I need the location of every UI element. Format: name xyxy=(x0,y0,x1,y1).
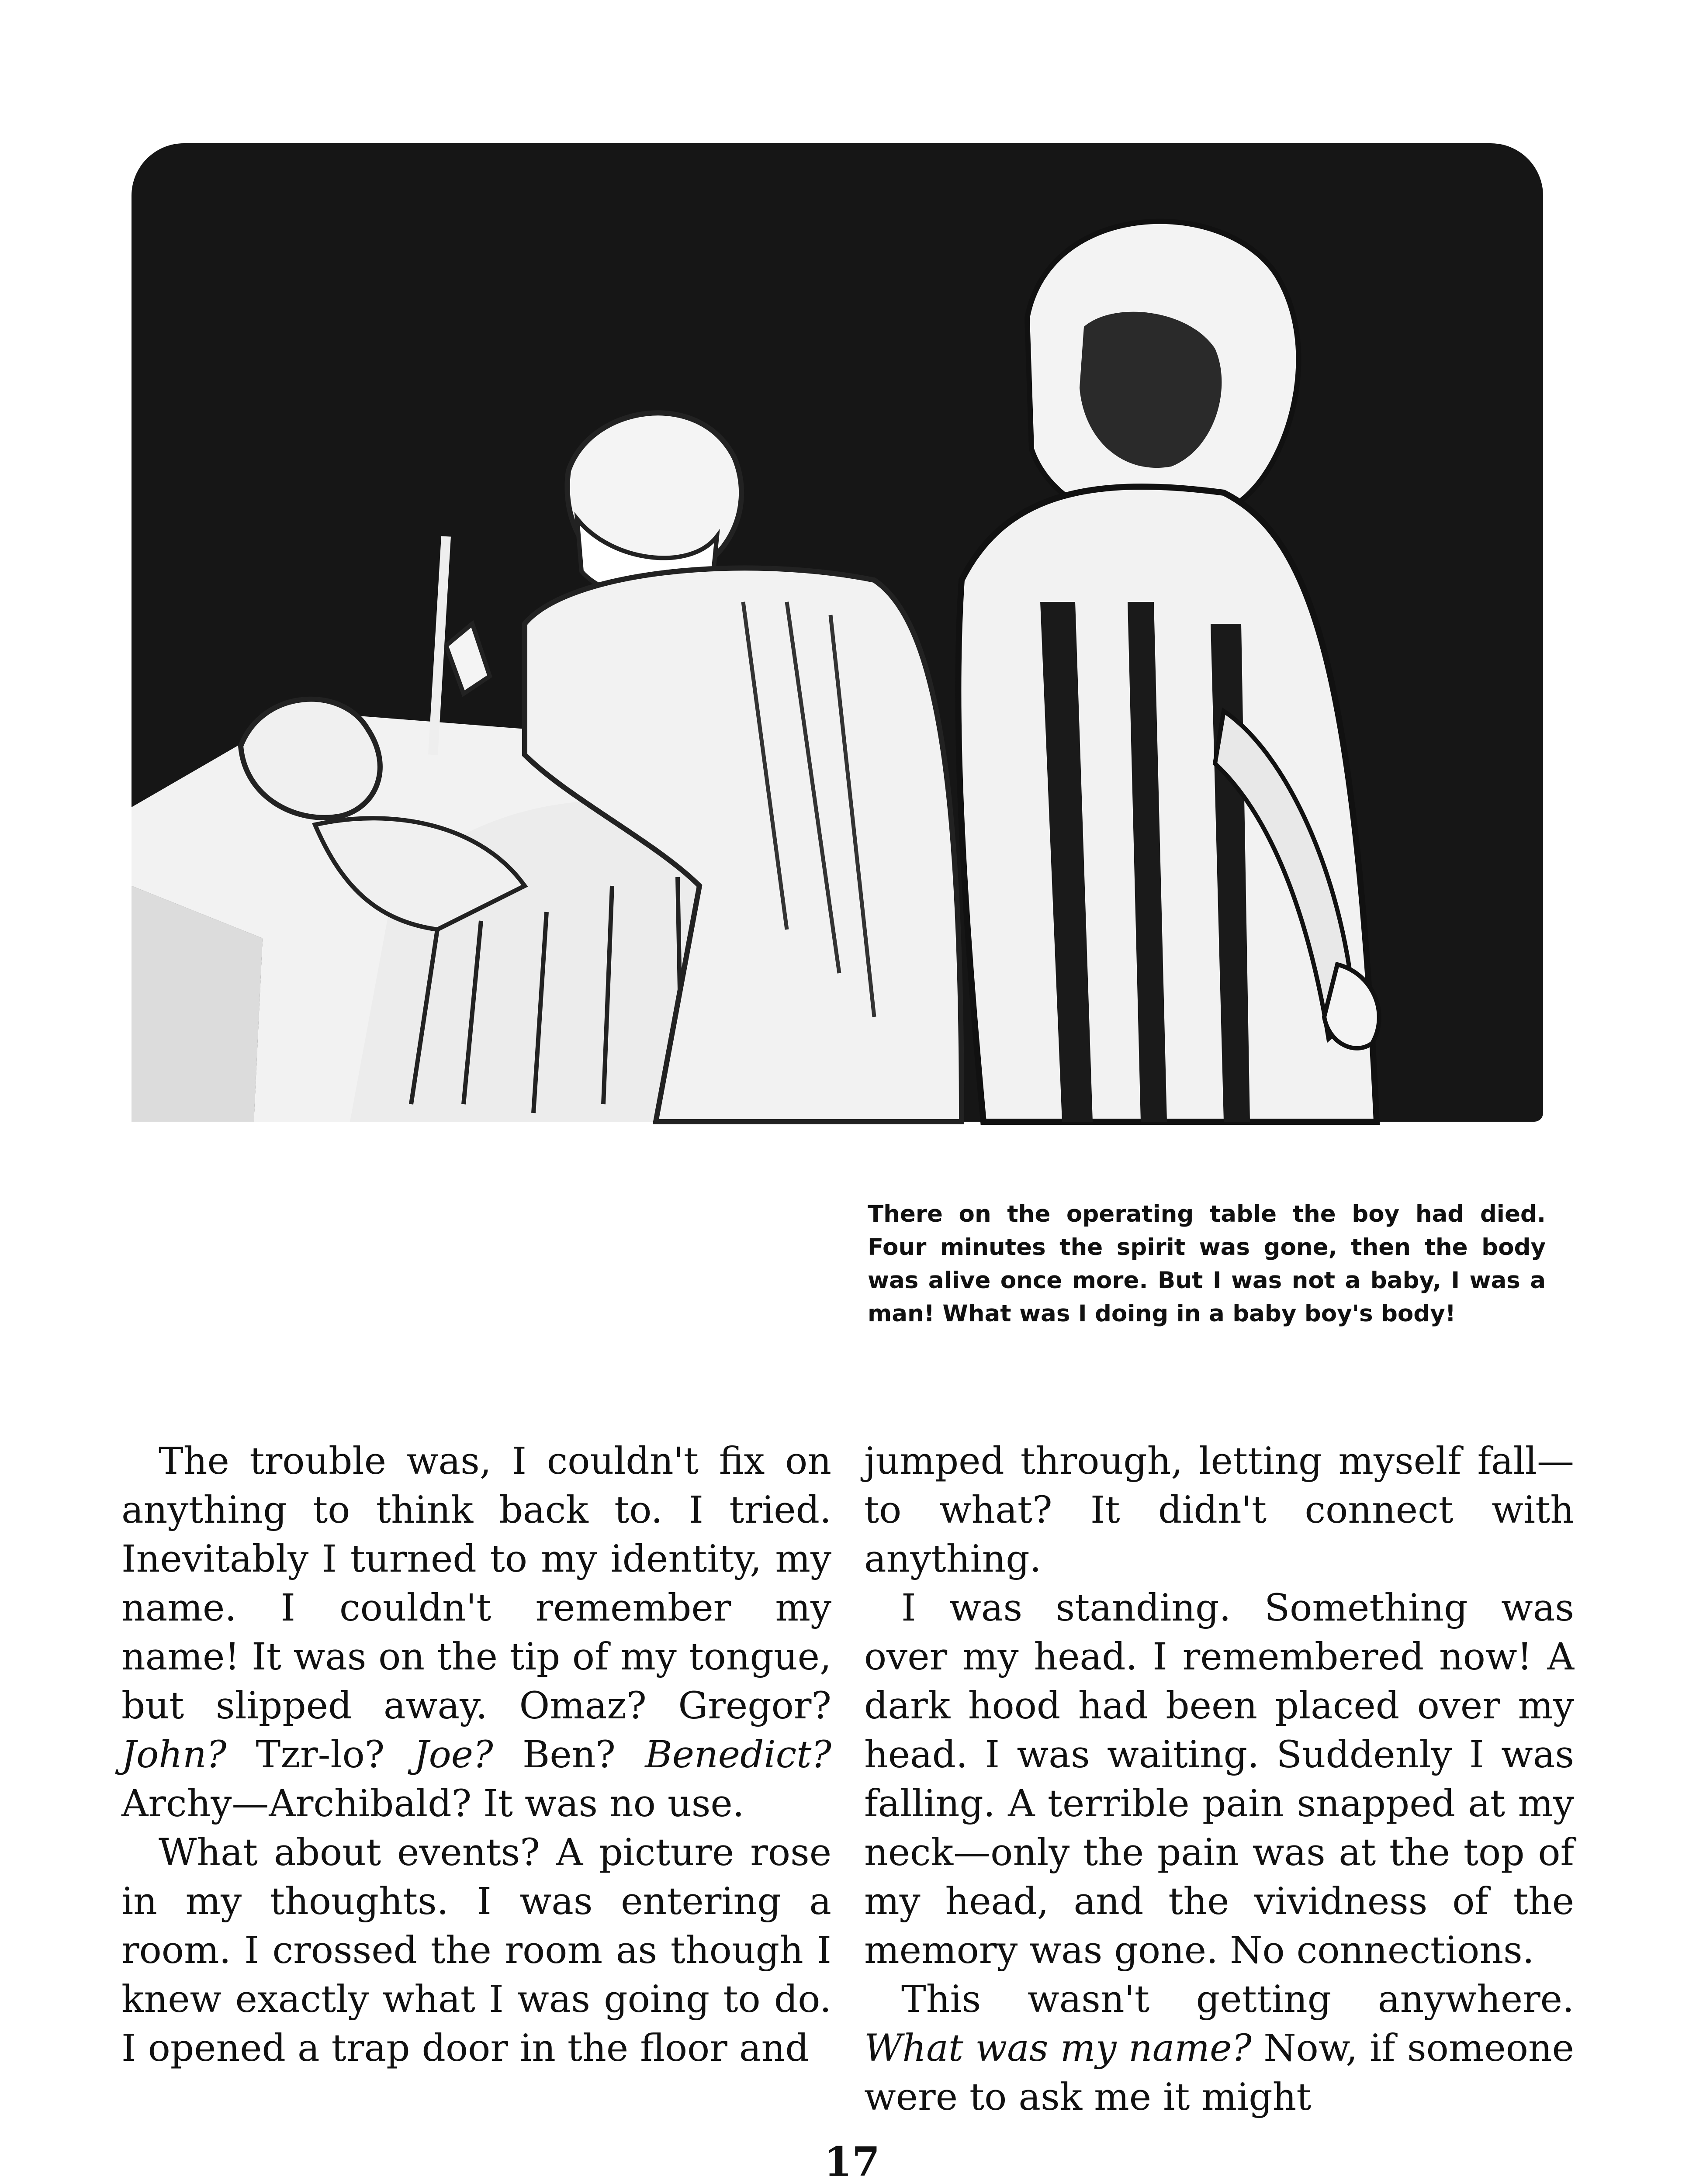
page-number: 17 xyxy=(824,2138,880,2184)
paragraph: This wasn't getting anywhere. What was my name? Now, if someone were to ask me it might xyxy=(864,1978,1574,2119)
robed-man-robe xyxy=(958,487,1377,1122)
artist-signature: BEUKEL xyxy=(1591,1050,1637,1235)
paragraph: What about events? A picture rose in my thoughts. I was entering a room. I crossed the room as though I knew exactly what I was going to do. I opened a trap door in the floor and xyxy=(121,1831,831,2070)
illustration-caption: There on the operating table the boy had died. Four minutes the spirit was gone, then the body was alive once more. But I was not a baby, I was a man! What was I doing in a baby boy's body! xyxy=(868,1201,1546,1327)
operating-room-illustration xyxy=(132,143,1637,1235)
paragraph: The trouble was, I couldn't fix on anything to think back to. I tried. Inevitably I turned to my identity, my name. I couldn't remember my name! It was on the tip of my tongue, but slipped away. Omaz? Gregor? John? Tzr-lo? Joe? Ben? Benedict? Archy—Archibald? It was no use. xyxy=(121,1440,831,1825)
surgeon-hand xyxy=(446,624,490,694)
illustration-drawing xyxy=(132,143,1543,1122)
text-column-right xyxy=(864,1437,1574,2122)
paragraph: I was standing. Something was over my head. I remembered now! A dark hood had been placed over my head. I was waiting. Suddenly I was falling. A terrible pain snapped at my neck—only the pain was at the top of my head, and the vividness of the memory was gone. No connections. xyxy=(864,1586,1574,1972)
paragraph: jumped through, letting myself fall—to what? It didn't connect with anything. xyxy=(864,1440,1574,1581)
scalpel xyxy=(433,536,446,755)
text-column-left xyxy=(121,1437,831,2073)
